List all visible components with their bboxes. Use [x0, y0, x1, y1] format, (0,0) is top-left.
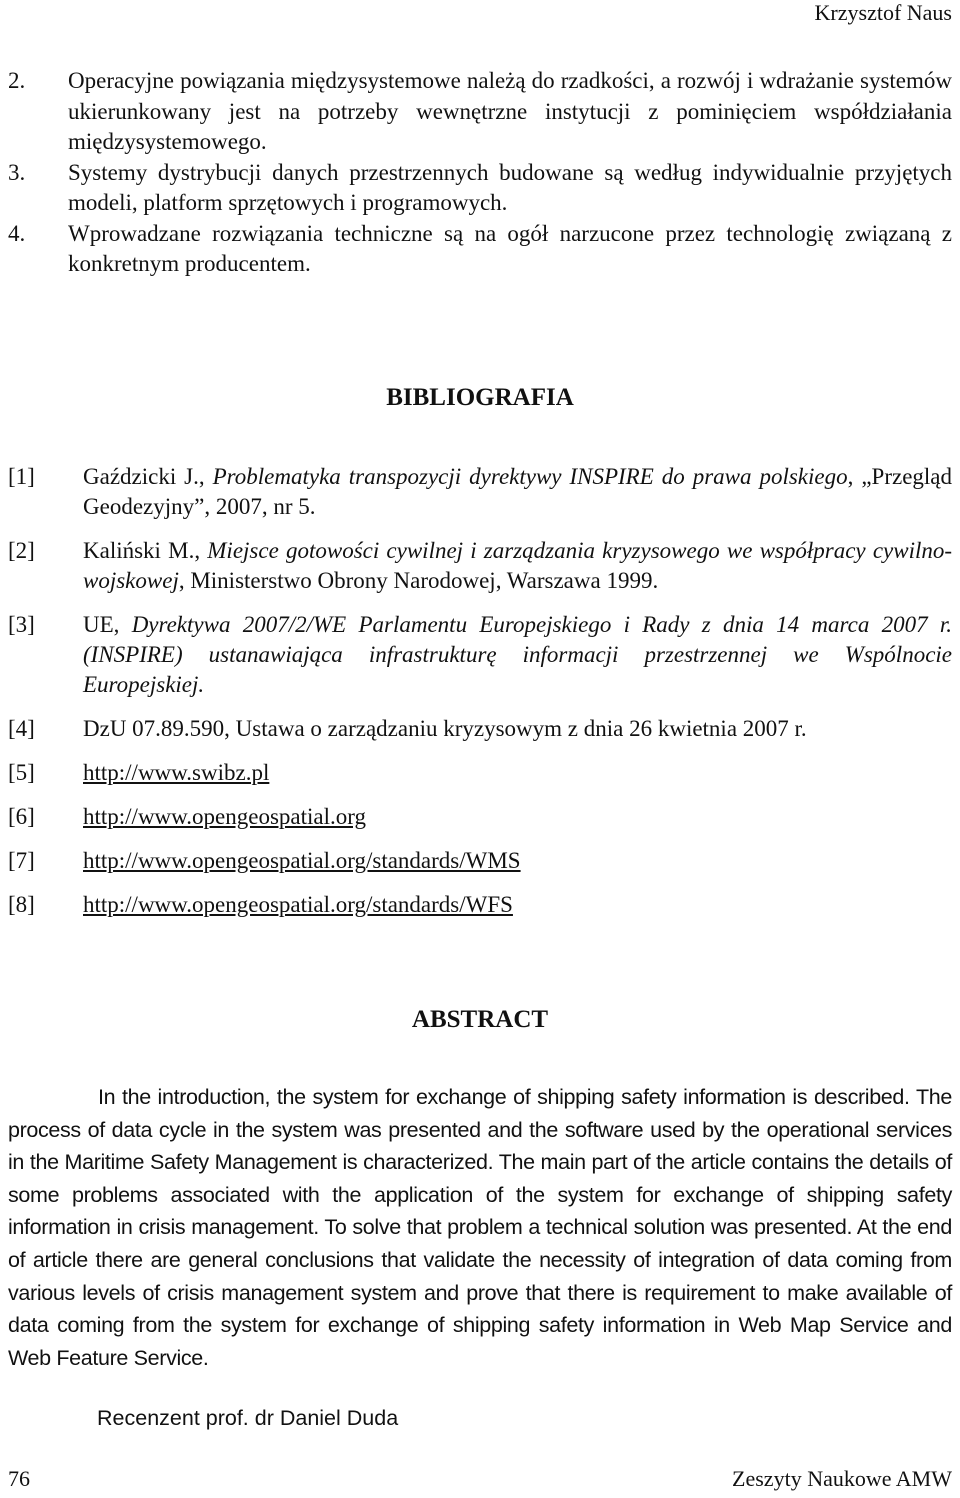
entry-number: [2] — [8, 538, 35, 563]
conclusions-list — [8, 66, 952, 280]
abstract-text: In the introduction, the system for exchange of shipping safety information is described. The process of data cycle in the system was presented and the software used by the operational services in the Maritime Safety Management is characterized. The main part of the article contains the details of some problems associated with the application of the system for exchange of shipping safety information in crisis management. To solve that problem a technical solution was presented. At the end of article there are general conclusions that validate the necessity of integration of data coming from various levels of crisis management system and prove that there is requirement to make available of data coming from the system for exchange of shipping safety information in Web Map Service and Web Feature Service. — [8, 1085, 952, 1370]
entry-number: [5] — [8, 760, 35, 785]
entry-number: [8] — [8, 892, 35, 917]
bibliography-entry — [8, 802, 952, 832]
entry-link[interactable]: http://www.opengeospatial.org/standards/WMS — [83, 848, 521, 873]
entry-author: Kaliński M. — [83, 538, 195, 563]
entry-title: Dyrektywa 2007/2/WE Parlamentu Europejskiego i Rady z dnia 14 marca 2007 r. (INSPIRE) ustanawiająca infrastrukturę informacji przestrzennej we Wspólnocie Europejskiej. — [83, 612, 952, 697]
bibliography-entry: [1] Gaździcki J., Problematyka transpozycji dyrektywy INSPIRE do prawa polskiego, „Przegląd Geodezyjny”, 2007, nr 5. — [8, 462, 952, 522]
entry-link[interactable]: http://www.opengeospatial.org/standards/WFS — [83, 892, 513, 917]
bibliography-entry: [3] UE, Dyrektywa 2007/2/WE Parlamentu Europejskiego i Rady z dnia 14 marca 2007 r. (INSPIRE) ustanawiająca infrastrukturę informacji przestrzennej we Wspólnocie Europejskiej. — [8, 610, 952, 700]
conclusion-text: Operacyjne powiązania międzysystemowe należą do rzadkości, a rozwój i wdrażanie systemów ukierunkowany jest na potrzeby wewnętrzne instytucji z pominięciem współdziałania międzysystemowego. — [68, 68, 952, 154]
conclusion-number: 3. — [8, 159, 26, 185]
conclusion-text: Systemy dystrybucji danych przestrzennych budowane są według indywidualnie przyjętych modeli, platform sprzętowych i programowych. — [68, 159, 952, 215]
bibliography-entry — [8, 890, 952, 920]
reviewer-line: Recenzent prof. dr Daniel Duda — [97, 1406, 399, 1430]
entry-number: [4] — [8, 716, 35, 741]
entry-title: Problematyka transpozycji dyrektywy INSPIRE do prawa polskiego — [212, 464, 848, 489]
bibliography-list — [8, 462, 952, 934]
conclusion-text: Wprowadzane rozwiązania techniczne są na ogół narzucone przez technologię związaną z konkretnym producentem. — [68, 220, 952, 276]
entry-link[interactable]: http://www.swibz.pl — [83, 760, 270, 785]
running-header-author: Krzysztof Naus — [814, 0, 952, 25]
entry-author: Gaździcki J. — [83, 464, 199, 489]
entry-number: [3] — [8, 612, 35, 637]
conclusion-item — [8, 66, 952, 158]
conclusion-number: 4. — [8, 220, 26, 246]
bibliography-entry — [8, 714, 952, 744]
entry-source: , Ministerstwo Obrony Narodowej, Warszawa 1999. — [178, 568, 659, 593]
bibliography-heading: BIBLIOGRAFIA — [386, 384, 574, 411]
bibliography-entry — [8, 846, 952, 876]
page-number: 76 — [8, 1466, 30, 1491]
conclusion-item — [8, 219, 952, 280]
journal-name: Zeszyty Naukowe AMW — [732, 1466, 952, 1491]
bibliography-entry: [2] Kaliński M., Miejsce gotowości cywilnej i zarządzania kryzysowego we współpracy cywilno-wojskowej, Ministerstwo Obrony Narodowej, Warszawa 1999. — [8, 536, 952, 596]
entry-link[interactable]: http://www.opengeospatial.org — [83, 804, 366, 829]
entry-source: , „Przegląd Geodezyjny”, 2007, nr 5. — [83, 464, 952, 519]
conclusion-number: 2. — [8, 68, 26, 93]
bibliography-entry — [8, 758, 952, 788]
conclusion-item — [8, 158, 952, 219]
entry-number: [7] — [8, 848, 35, 873]
abstract-heading: ABSTRACT — [411, 1006, 549, 1033]
entry-author: UE — [83, 612, 114, 637]
entry-text: DzU 07.89.590, Ustawa o zarządzaniu kryzysowym z dnia 26 kwietnia 2007 r. — [83, 716, 807, 741]
entry-title: Miejsce gotowości cywilnej i zarządzania kryzysowego we współpracy cywilno-wojskowej — [83, 538, 953, 593]
entry-number: [6] — [8, 804, 35, 829]
entry-number: [1] — [8, 464, 35, 489]
